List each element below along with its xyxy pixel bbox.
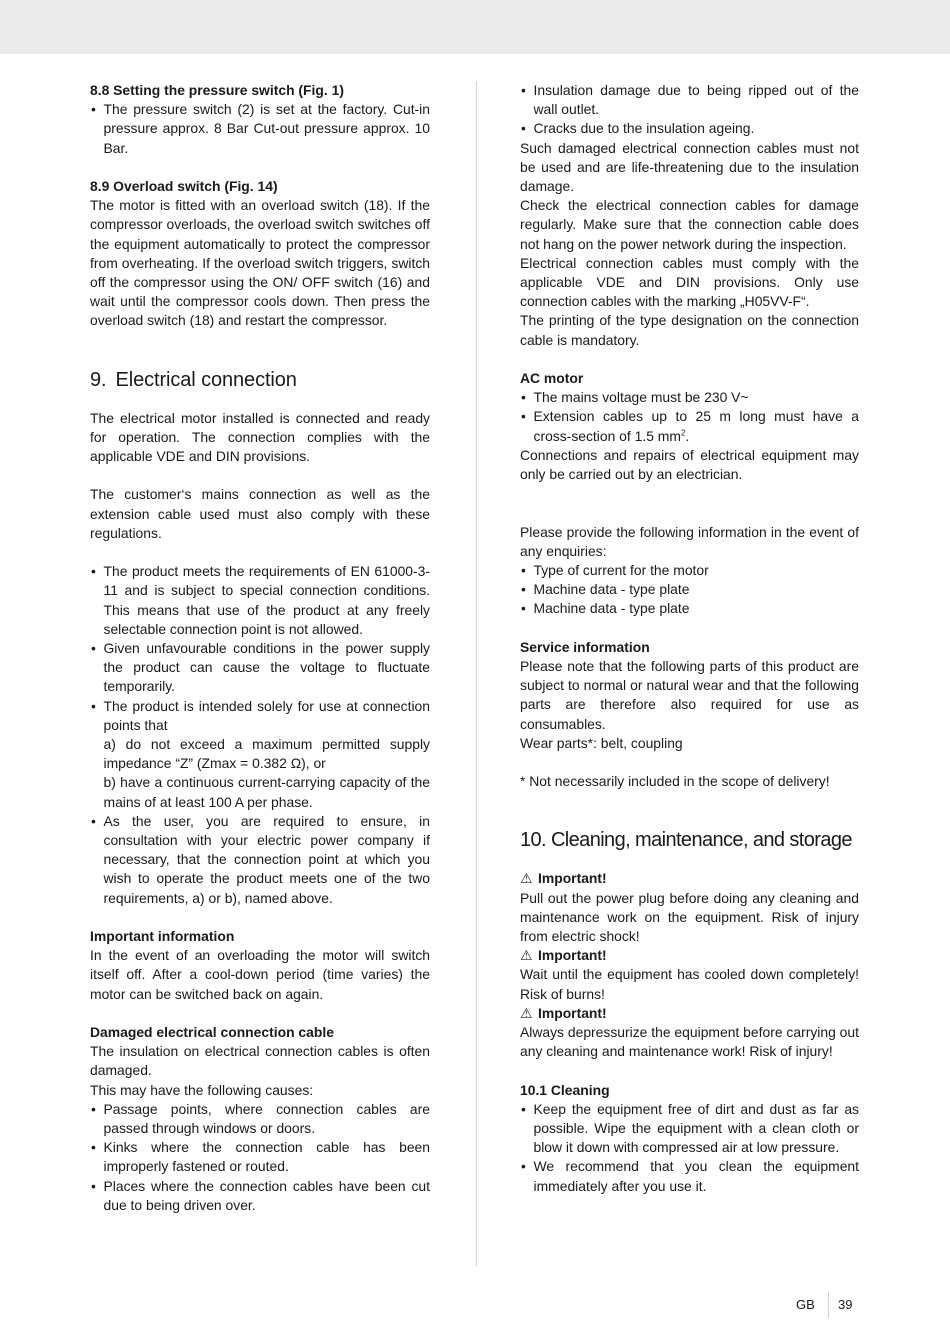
list-item: • Passage points, where connection cables are passed through windows or doors. <box>90 1100 430 1138</box>
important-label: Important! <box>538 1004 607 1021</box>
warning-icon: ⚠ <box>520 870 533 887</box>
section-9-heading <box>90 364 430 397</box>
list-item: • Insulation damage due to being ripped out of the wall outlet. <box>520 81 859 119</box>
warning-icon: ⚠ <box>520 947 533 964</box>
damaged-cable-heading: Damaged electrical connection cable <box>90 1024 334 1041</box>
service-information-text: Please note that the following parts of this product are subject to normal or natural wear and that the following parts are therefore also required for use as consumables. <box>520 658 859 732</box>
important-warning-heading <box>520 1004 859 1023</box>
left-column <box>90 81 430 1215</box>
damaged-cable-text: Electrical connection cables must comply with the applicable VDE and DIN provisions. Only use connection cables with the marking „H05VV-F“. <box>520 254 859 310</box>
footer-divider <box>828 1292 829 1318</box>
section-10-heading: 10. Cleaning, maintenance, and storage <box>520 829 852 852</box>
important-warning-text: Always depressurize the equipment before carrying out any cleaning and maintenance work! Risk of injury! <box>520 1024 859 1060</box>
list-item: • As the user, you are required to ensure, in consultation with your electric power company if necessary, that the connection point at which you wish to operate the product meets one of the two requirements, a) or b), named above. <box>90 812 430 908</box>
important-warning-heading <box>520 946 859 965</box>
section-8-9-text: The motor is fitted with an overload switch (18). If the compressor overloads, the overload switch switches off the equipment automatically to protect the compressor from overheating. If the overload switch triggers, switch off the compressor using the ON/ OFF switch (16) and wait until the compressor cools down. Then press the overload switch (18) and restart the compressor. <box>90 197 430 329</box>
list-item: • The mains voltage must be 230 V~ <box>520 388 859 407</box>
important-label: Important! <box>538 947 607 964</box>
service-information-heading: Service information <box>520 638 650 655</box>
important-warning-text: Pull out the power plug before doing any cleaning and maintenance work on the equipment. Risk of injury from electric shock! <box>520 889 859 945</box>
list-item: • Machine data - type plate <box>520 580 859 599</box>
right-column <box>520 81 859 1196</box>
enquiries-text: Please provide the following information in the event of any enquiries: <box>520 523 859 559</box>
list-item: • Keep the equipment free of dirt and dust as far as possible. Wipe the equipment with a clean cloth or blow it down with compressed air at low pressure. <box>520 1100 859 1158</box>
important-label: Important! <box>538 870 607 887</box>
list-item: • The product meets the requirements of EN 61000-3-11 and is subject to special connection conditions. This means that use of the product at any freely selectable connection point is not allowed. <box>90 562 430 639</box>
enquiries-list <box>520 561 859 619</box>
wear-parts-text: Wear parts*: belt, coupling <box>520 734 683 751</box>
page-number: 39 <box>838 1297 853 1312</box>
column-divider <box>476 81 477 1266</box>
superscript: 2 <box>680 428 686 438</box>
list-item <box>520 407 859 445</box>
cleaning-list <box>520 1100 859 1196</box>
list-item-text: • The product is intended solely for use at connection points that <box>103 697 430 733</box>
important-warning-heading <box>520 869 859 888</box>
section-10-1-heading: 10.1 Cleaning <box>520 1081 610 1098</box>
ac-motor-heading: AC motor <box>520 370 584 387</box>
list-item: • The pressure switch (2) is set at the factory. Cut-in pressure approx. 8 Bar Cut-out pressure approx. 10 Bar. <box>90 100 430 158</box>
list-item-option-a: a) do not exceed a maximum permitted supply impedance “Z” (Zmax = 0.382 Ω), or <box>103 736 430 772</box>
ac-motor-text: Connections and repairs of electrical equipment may only be carried out by an electrician. <box>520 446 859 483</box>
damaged-cable-text: Such damaged electrical connection cables must not be used and are life-threatening due to the insulation damage. <box>520 139 859 195</box>
list-item: • Type of current for the motor <box>520 561 859 580</box>
damaged-cable-text: The insulation on electrical connection cables is often damaged. <box>90 1043 430 1079</box>
list-item: • Kinks where the connection cable has been improperly fastened or routed. <box>90 1138 430 1176</box>
ac-motor-list <box>520 388 859 446</box>
list-item: • We recommend that you clean the equipment immediately after you use it. <box>520 1157 859 1195</box>
list-item-text-end: . <box>685 427 690 444</box>
important-information-heading: Important information <box>90 928 235 945</box>
section-8-8-list <box>90 100 430 158</box>
damaged-cable-text: Check the electrical connection cables for damage regularly. Make sure that the connection cable does not hang on the power network during the inspection. <box>520 197 859 252</box>
delivery-note: * Not necessarily included in the scope of delivery! <box>520 773 830 790</box>
list-item: • Given unfavourable conditions in the power supply the product can cause the voltage to fluctuate temporarily. <box>90 639 430 697</box>
warning-icon: ⚠ <box>520 1004 533 1021</box>
list-item-text: Extension cables up to 25 m long must have a cross-section of 1.5 mm <box>533 408 859 444</box>
section-9-list <box>90 562 430 908</box>
footer-language-code: GB <box>796 1297 815 1312</box>
list-item: • Machine data - type plate <box>520 599 859 618</box>
section-9-paragraph: The electrical motor installed is connected and ready for operation. The connection complies with the applicable VDE and DIN provisions. <box>90 409 430 465</box>
list-item <box>90 697 430 812</box>
top-bar <box>0 0 950 54</box>
section-8-8-heading: 8.8 Setting the pressure switch (Fig. 1) <box>90 82 344 98</box>
important-information-text: In the event of an overloading the motor will switch itself off. After a cool-down period (time varies) the motor can be switched back on again. <box>90 947 430 1002</box>
damaged-cable-causes-list-continued <box>520 81 859 139</box>
damaged-cable-causes-list <box>90 1100 430 1215</box>
damaged-cable-text: The printing of the type designation on the connection cable is mandatory. <box>520 312 859 348</box>
section-9-title: Electrical connection <box>115 368 297 391</box>
section-9-number: 9. <box>90 368 107 391</box>
section-8-9-heading: 8.9 Overload switch (Fig. 14) <box>90 178 278 194</box>
important-warning-text: Wait until the equipment has cooled down completely! Risk of burns! <box>520 966 859 1002</box>
damaged-cable-text: This may have the following causes: <box>90 1081 314 1098</box>
section-9-paragraph: The customer‘s mains connection as well as the extension cable used must also comply with these regulations. <box>90 486 430 541</box>
list-item: • Places where the connection cables have been cut due to being driven over. <box>90 1177 430 1215</box>
list-item-option-b: b) have a continuous current-carrying capacity of the mains of at least 100 A per phase. <box>103 774 430 810</box>
list-item: • Cracks due to the insulation ageing. <box>520 119 859 138</box>
